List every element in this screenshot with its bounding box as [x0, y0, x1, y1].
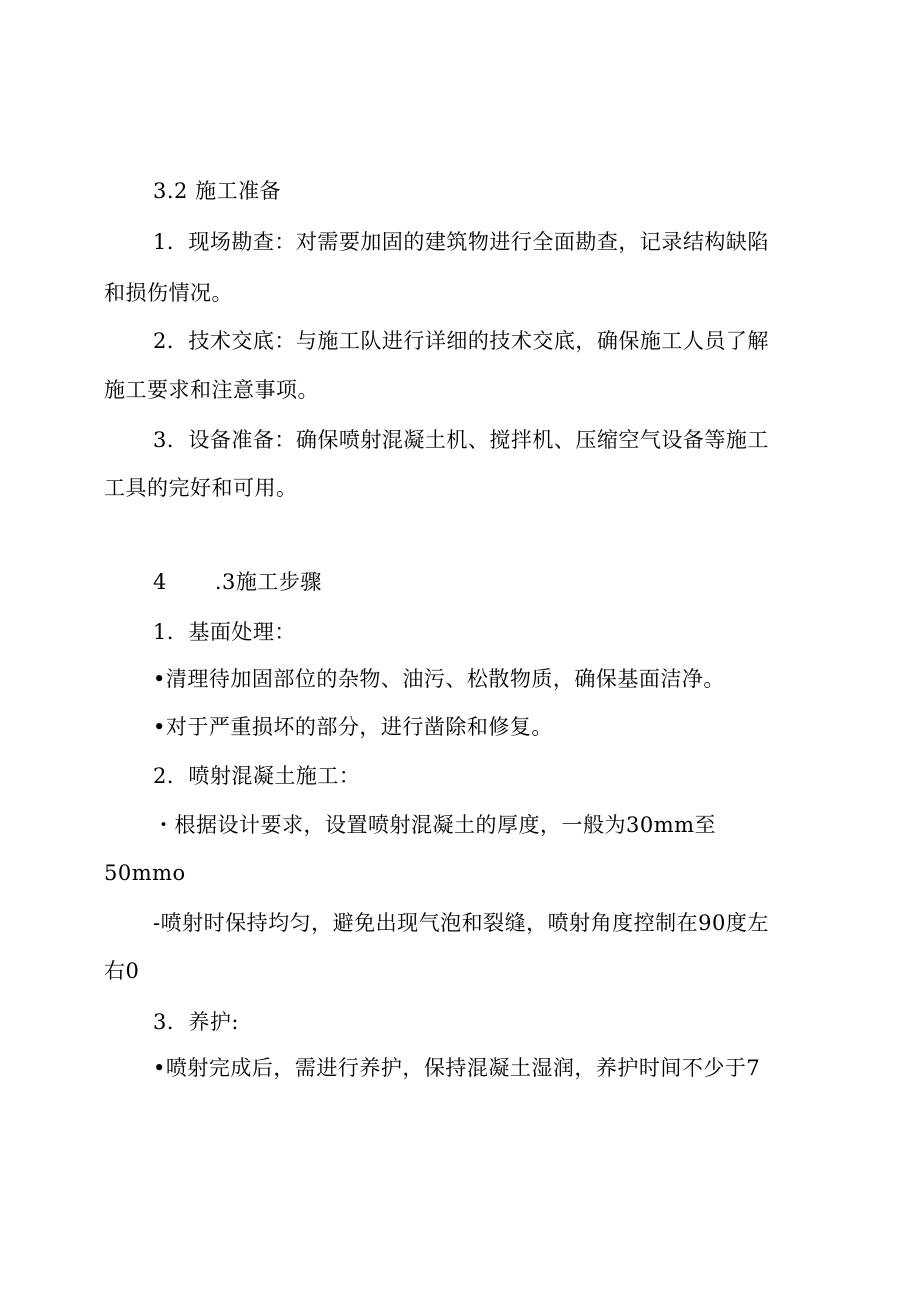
paragraph-item-3-line-1: 3．设备准备：确保喷射混凝土机、搅拌机、压缩空气设备等施工 — [153, 428, 769, 452]
step-3-title: 3．养护: — [153, 1010, 239, 1034]
section-heading-number: 4 — [153, 570, 167, 594]
step-1-bullet-1: •清理待加固部位的杂物、油污、松散物质，确保基面洁净。 — [153, 667, 725, 691]
paragraph-item-3-line-2: 工具的完好和可用。 — [104, 476, 298, 500]
paragraph-item-1-line-2: 和损伤情况。 — [104, 281, 233, 305]
step-2-bullet-2-line-1: -喷射时保持均匀，避免出现气泡和裂缝，喷射角度控制在90度左 — [153, 911, 769, 935]
step-3-bullet-1: •喷射完成后，需进行养护，保持混凝土湿润，养护时间不少于7 — [153, 1056, 761, 1080]
paragraph-item-2-line-1: 2．技术交底：与施工队进行详细的技术交底，确保施工人员了解 — [153, 329, 769, 353]
section-heading-4-3 — [0, 567, 920, 597]
step-2-title: 2．喷射混凝土施工： — [153, 764, 361, 788]
step-2-bullet-1-line-2: 50mmo — [104, 861, 186, 885]
section-heading-text: .3施工步骤 — [214, 570, 322, 594]
paragraph-item-2-line-2: 施工要求和注意事项。 — [104, 378, 319, 402]
step-1-title: 1．基面处理： — [153, 620, 296, 644]
step-1-bullet-2: •对于严重损坏的部分，进行凿除和修复。 — [153, 715, 553, 739]
section-heading-3-2: 3.2 施工准备 — [153, 179, 282, 203]
step-2-bullet-1-line-1: ・根据设计要求，设置喷射混凝土的厚度，一般为30mm至 — [153, 813, 717, 837]
paragraph-item-1-line-1: 1．现场勘查：对需要加固的建筑物进行全面勘查，记录结构缺陷 — [153, 230, 769, 254]
step-2-bullet-2-line-2: 右0 — [104, 959, 140, 983]
